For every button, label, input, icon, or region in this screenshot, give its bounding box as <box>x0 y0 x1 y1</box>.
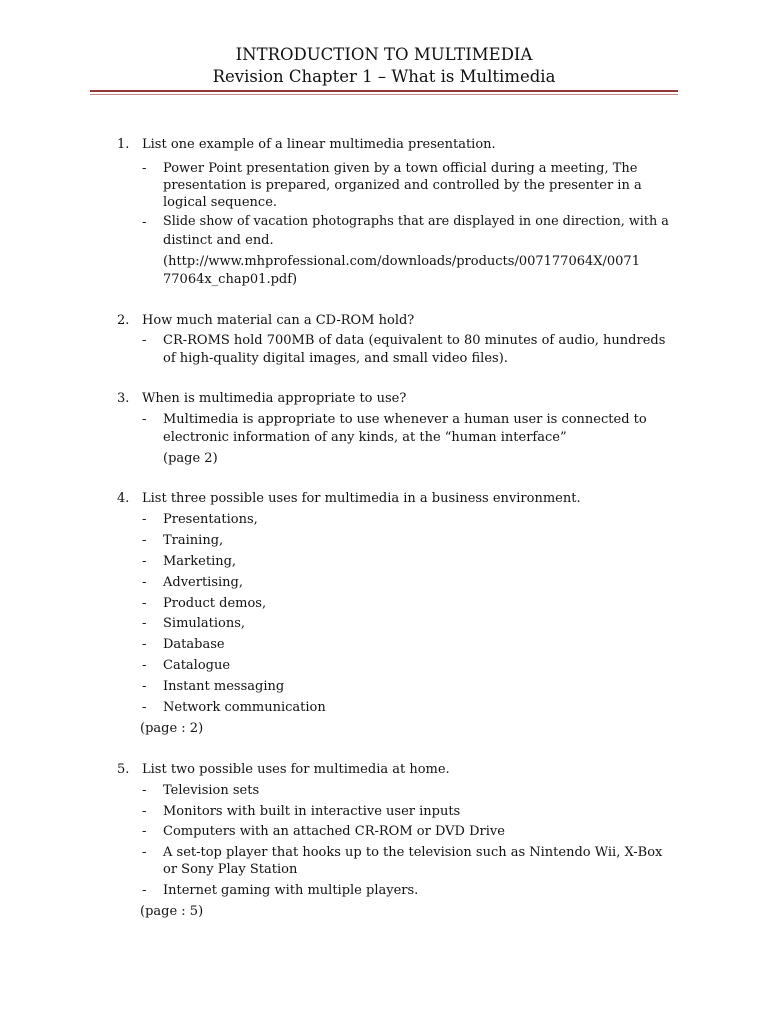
bullet-dash: - <box>142 533 147 548</box>
list-item: A set-top player that hooks up to the television such as Nintendo Wii, X-Box <box>163 845 663 860</box>
document-subtitle: Revision Chapter 1 – What is Multimedia <box>212 67 556 86</box>
question-text: List two possible uses for multimedia at home. <box>142 762 450 777</box>
question-text: List one example of a linear multimedia presentation. <box>142 137 496 152</box>
list-item: Instant messaging <box>163 679 285 694</box>
list-item: Internet gaming with multiple players. <box>163 883 419 898</box>
bullet-dash: - <box>142 333 147 348</box>
header-rule-thin <box>90 94 678 95</box>
answer-line: Slide show of vacation photographs that are displayed in one direction, with a <box>163 214 669 229</box>
bullet-dash: - <box>142 783 147 798</box>
reference-link[interactable]: 77064x_chap01.pdf) <box>163 272 298 287</box>
page-reference: (page 2) <box>163 451 218 466</box>
list-item: Training, <box>163 533 224 548</box>
bullet-dash: - <box>142 845 147 860</box>
question-number: 3. <box>117 391 130 406</box>
reference-link[interactable]: (http://www.mhprofessional.com/downloads/products/007177064X/0071 <box>163 254 640 269</box>
bullet-dash: - <box>142 883 147 898</box>
list-item: or Sony Play Station <box>163 862 298 877</box>
answer-line: presentation is prepared, organized and controlled by the presenter in a <box>163 178 642 193</box>
page-reference: (page : 2) <box>140 721 204 736</box>
bullet-dash: - <box>142 679 147 694</box>
list-item: Monitors with built in interactive user inputs <box>163 804 461 819</box>
bullet-dash: - <box>142 512 147 527</box>
answer-line: Power Point presentation given by a town official during a meeting, The <box>163 161 638 176</box>
bullet-dash: - <box>142 616 147 631</box>
question-text: How much material can a CD-ROM hold? <box>142 313 415 328</box>
question-number: 4. <box>117 491 130 506</box>
list-item: Marketing, <box>163 554 237 569</box>
answer-line: of high-quality digital images, and small video files). <box>163 351 508 366</box>
list-item: Advertising, <box>163 575 243 590</box>
bullet-dash: - <box>142 637 147 652</box>
bullet-dash: - <box>142 161 147 176</box>
bullet-dash: - <box>142 412 147 427</box>
bullet-dash: - <box>142 824 147 839</box>
page-reference: (page : 5) <box>140 904 204 919</box>
bullet-dash: - <box>142 700 147 715</box>
bullet-dash: - <box>142 554 147 569</box>
answer-line: CR-ROMS hold 700MB of data (equivalent to 80 minutes of audio, hundreds <box>163 333 666 348</box>
answer-line: logical sequence. <box>163 195 278 210</box>
bullet-dash: - <box>142 658 147 673</box>
answer-line: distinct and end. <box>163 233 274 248</box>
list-item: Catalogue <box>163 658 231 673</box>
answer-line: electronic information of any kinds, at the “human interface” <box>163 430 567 445</box>
bullet-dash: - <box>142 575 147 590</box>
list-item: Presentations, <box>163 512 258 527</box>
header-rule <box>90 90 678 92</box>
bullet-dash: - <box>142 596 147 611</box>
list-item: Product demos, <box>163 596 267 611</box>
list-item: Computers with an attached CR-ROM or DVD Drive <box>163 824 505 839</box>
question-number: 1. <box>117 137 130 152</box>
list-item: Simulations, <box>163 616 246 631</box>
question-text: When is multimedia appropriate to use? <box>142 391 407 406</box>
bullet-dash: - <box>142 215 147 230</box>
question-number: 2. <box>117 313 130 328</box>
list-item: Database <box>163 637 225 652</box>
question-text: List three possible uses for multimedia in a business environment. <box>142 491 581 506</box>
answer-line: Multimedia is appropriate to use whenever a human user is connected to <box>163 412 647 427</box>
bullet-dash: - <box>142 804 147 819</box>
document-title: INTRODUCTION TO MULTIMEDIA <box>235 45 533 64</box>
list-item: Television sets <box>163 783 260 798</box>
list-item: Network communication <box>163 700 326 715</box>
question-number: 5. <box>117 762 130 777</box>
